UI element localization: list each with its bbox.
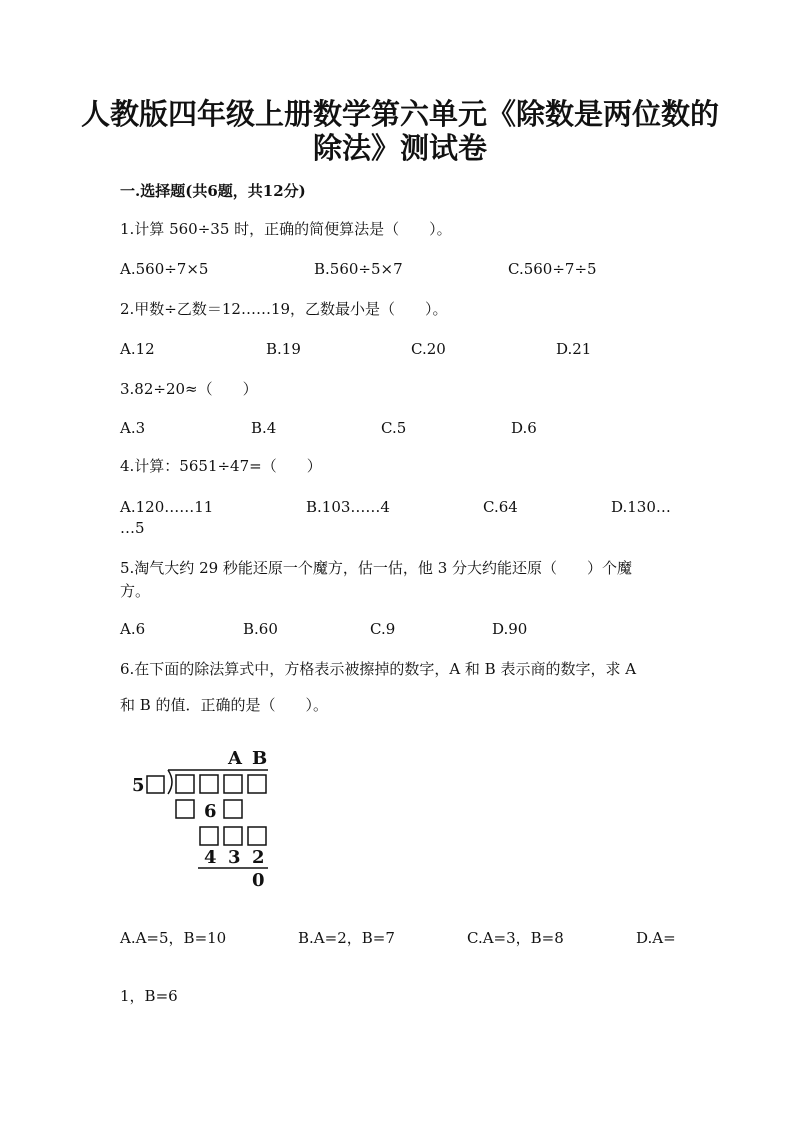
- question-5-line-2: 方。: [120, 582, 151, 600]
- q3-option-a: A.3: [120, 419, 146, 437]
- q5-option-a: A.6: [120, 620, 146, 638]
- q2-option-b: B.19: [266, 340, 301, 358]
- question-6-line-2: 和 B 的值．正确的是（ ）。: [120, 696, 329, 714]
- division-bracket: [168, 770, 172, 794]
- q3-option-b: B.4: [251, 419, 277, 437]
- quotient-a: A: [228, 748, 242, 769]
- q1-option-b: B.560÷5×7: [314, 260, 403, 278]
- q4-option-c: C.64: [483, 498, 518, 516]
- q5-option-c: C.9: [370, 620, 396, 638]
- final-remainder: 0: [252, 870, 265, 888]
- product-digit-3: 2: [252, 847, 265, 868]
- q5-option-b: B.60: [243, 620, 278, 638]
- q4-option-b: B.103……4: [306, 498, 390, 516]
- question-4: 4.计算：5651÷47=（ ）: [120, 457, 322, 475]
- dividend-box-2: [200, 775, 218, 793]
- q1-option-c: C.560÷7÷5: [508, 260, 597, 278]
- q4-option-d-continued: …5: [120, 519, 145, 537]
- q2-option-d: D.21: [556, 340, 592, 358]
- remainder-box-2: [224, 827, 242, 845]
- q6-option-a: A.A=5，B=10: [120, 929, 227, 947]
- q6-option-b: B.A=2，B=7: [298, 929, 395, 947]
- q3-option-d: D.6: [511, 419, 537, 437]
- q6-option-d-continued: 1，B=6: [120, 987, 178, 1005]
- page-title-line-1: 人教版四年级上册数学第六单元《除数是两位数的: [80, 97, 719, 131]
- q2-option-c: C.20: [411, 340, 446, 358]
- long-division-figure: [130, 748, 290, 888]
- product-digit-2: 3: [228, 847, 241, 868]
- question-6-line-1: 6.在下面的除法算式中，方格表示被擦掉的数字，A 和 B 表示商的数字，求 A: [120, 660, 637, 678]
- product-digit-1: 4: [204, 847, 217, 868]
- q5-option-d: D.90: [492, 620, 528, 638]
- remainder-box-3: [248, 827, 266, 845]
- q6-option-d: D.A=: [636, 929, 676, 947]
- page-title-line-2: 除法》测试卷: [312, 131, 487, 165]
- quotient-b: B: [252, 748, 268, 769]
- section-heading: 一.选择题(共6题，共12分): [120, 182, 306, 200]
- q1-option-a: A.560÷7×5: [120, 260, 209, 278]
- question-1: 1.计算 560÷35 时，正确的简便算法是（ ）。: [120, 220, 452, 238]
- dividend-box-4: [248, 775, 266, 793]
- remainder-box-1: [200, 827, 218, 845]
- question-5-line-1: 5.淘气大约 29 秒能还原一个魔方，估一估，他 3 分大约能还原（ ）个魔: [120, 559, 633, 577]
- question-3: 3.82÷20≈（ ）: [120, 380, 258, 398]
- q3-option-c: C.5: [381, 419, 407, 437]
- question-2: 2.甲数÷乙数＝12……19，乙数最小是（ ）。: [120, 300, 448, 318]
- partial-box-2: [224, 800, 242, 818]
- q2-option-a: A.12: [120, 340, 155, 358]
- q6-option-c: C.A=3，B=8: [467, 929, 564, 947]
- partial-digit: 6: [204, 801, 217, 822]
- q4-option-d: D.130…: [611, 498, 671, 516]
- divisor-digit: 5: [132, 775, 145, 796]
- partial-box-1: [176, 800, 194, 818]
- divisor-blank-box: [147, 776, 164, 793]
- dividend-box-3: [224, 775, 242, 793]
- q4-option-a: A.120……11: [120, 498, 214, 516]
- dividend-box-1: [176, 775, 194, 793]
